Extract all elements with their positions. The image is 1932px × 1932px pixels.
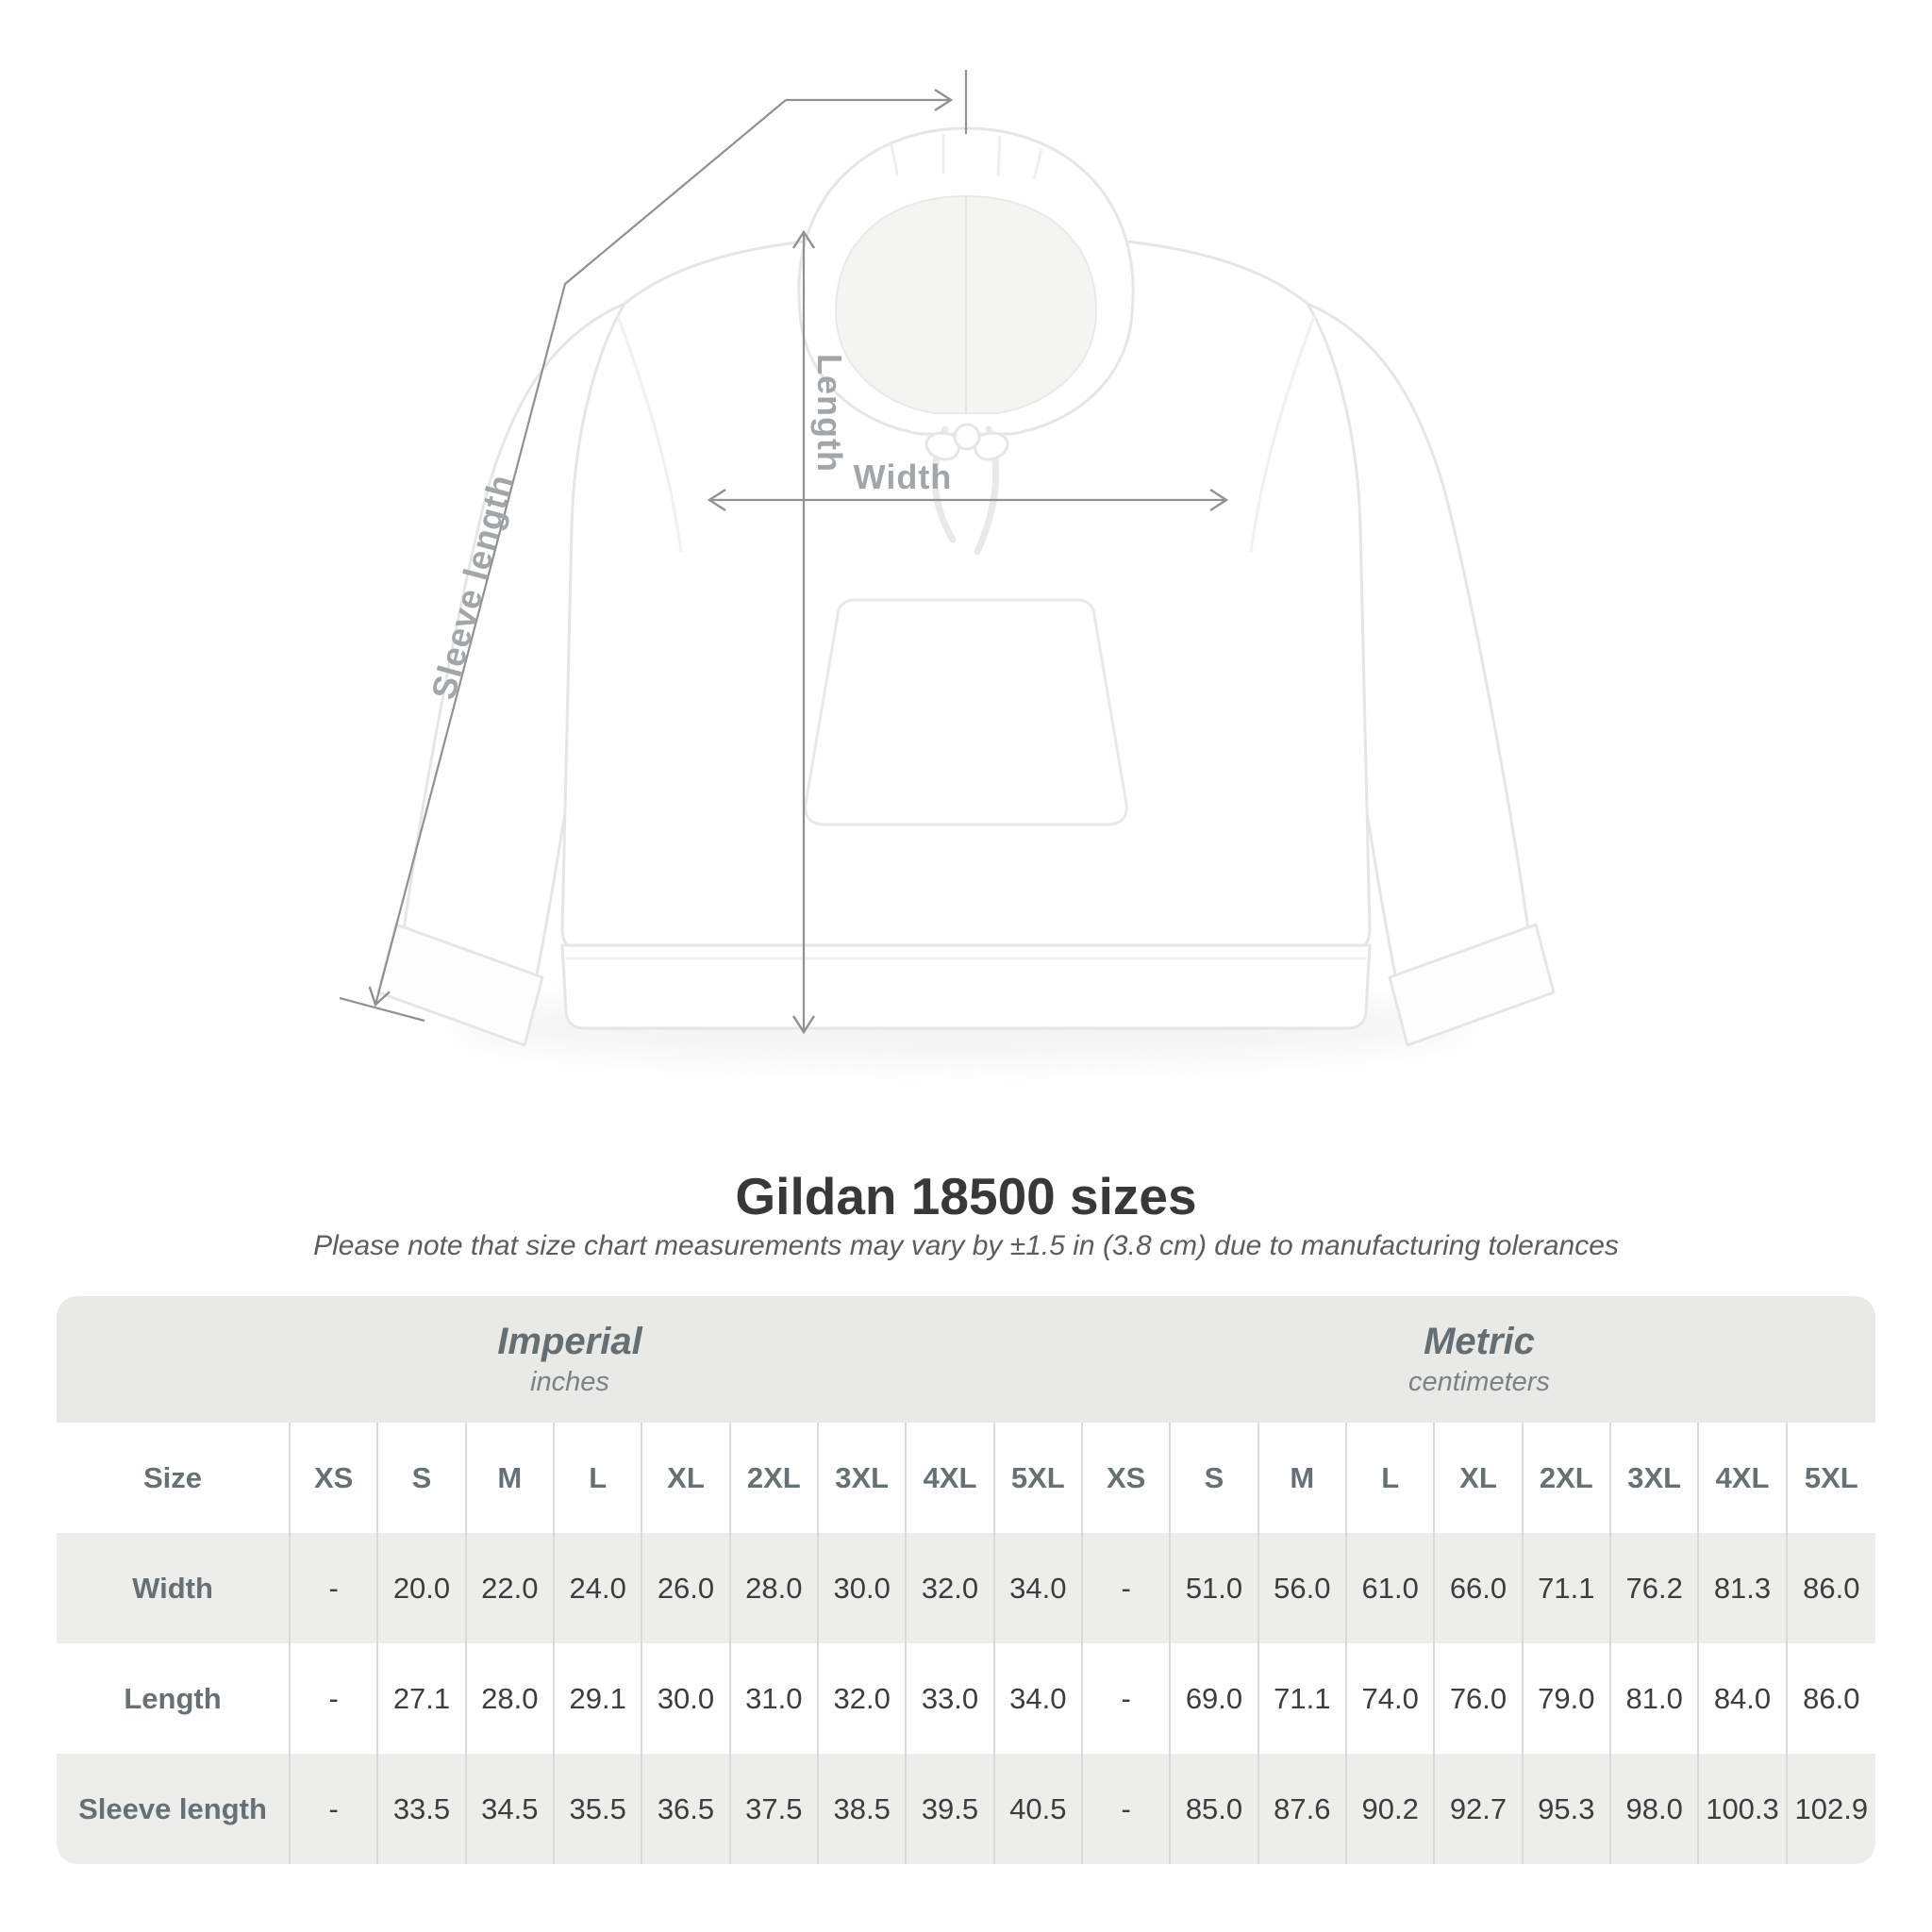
value-cell: - <box>291 1643 378 1754</box>
col-header-imperial-m: M <box>467 1423 555 1533</box>
metric-label: Metric <box>1424 1321 1535 1362</box>
col-header-metric-xl: XL <box>1435 1423 1523 1533</box>
value-cell: 38.5 <box>819 1754 907 1864</box>
value-cell: 56.0 <box>1259 1533 1347 1643</box>
value-cell: 31.0 <box>731 1643 819 1754</box>
col-header-imperial-3xl: 3XL <box>819 1423 907 1533</box>
value-cell: 79.0 <box>1524 1643 1611 1754</box>
value-cell: 27.1 <box>378 1643 466 1754</box>
size-table <box>57 1296 1875 1864</box>
col-header-imperial-5xl: 5XL <box>995 1423 1083 1533</box>
value-cell: 34.0 <box>995 1643 1083 1754</box>
value-cell: 92.7 <box>1435 1754 1523 1864</box>
value-cell: - <box>1083 1754 1171 1864</box>
row-label: Length <box>57 1643 291 1754</box>
metric-unit-sublabel: centimeters <box>1408 1367 1550 1397</box>
value-cell: 81.0 <box>1611 1643 1699 1754</box>
value-cell: 33.5 <box>378 1754 466 1864</box>
value-cell: 71.1 <box>1259 1643 1347 1754</box>
value-cell: 22.0 <box>467 1533 555 1643</box>
value-cell: 74.0 <box>1347 1643 1435 1754</box>
value-cell: 86.0 <box>1788 1533 1875 1643</box>
value-cell: 34.5 <box>467 1754 555 1864</box>
col-header-imperial-l: L <box>555 1423 642 1533</box>
col-header-metric-2xl: 2XL <box>1524 1423 1611 1533</box>
value-cell: 35.5 <box>555 1754 642 1864</box>
value-cell: 32.0 <box>819 1643 907 1754</box>
value-cell: - <box>1083 1643 1171 1754</box>
value-cell: 30.0 <box>819 1533 907 1643</box>
value-cell: 30.0 <box>642 1643 730 1754</box>
value-cell: 69.0 <box>1171 1643 1258 1754</box>
col-header-metric-xs: XS <box>1083 1423 1171 1533</box>
value-cell: 66.0 <box>1435 1533 1523 1643</box>
value-cell: 95.3 <box>1524 1754 1611 1864</box>
value-cell: 71.1 <box>1524 1533 1611 1643</box>
value-cell: 33.0 <box>907 1643 994 1754</box>
col-header-imperial-s: S <box>378 1423 466 1533</box>
col-header-imperial-xl: XL <box>642 1423 730 1533</box>
col-header-imperial-xs: XS <box>291 1423 378 1533</box>
col-header-metric-4xl: 4XL <box>1699 1423 1787 1533</box>
col-header-imperial-4xl: 4XL <box>907 1423 994 1533</box>
col-header-metric-l: L <box>1347 1423 1435 1533</box>
col-header-imperial-2xl: 2XL <box>731 1423 819 1533</box>
col-header-metric-3xl: 3XL <box>1611 1423 1699 1533</box>
value-cell: 39.5 <box>907 1754 994 1864</box>
value-cell: 87.6 <box>1259 1754 1347 1864</box>
value-cell: 76.0 <box>1435 1643 1523 1754</box>
value-cell: 37.5 <box>731 1754 819 1864</box>
col-header-size: Size <box>57 1423 291 1533</box>
value-cell: 36.5 <box>642 1754 730 1864</box>
value-cell: 76.2 <box>1611 1533 1699 1643</box>
value-cell: 28.0 <box>731 1533 819 1643</box>
bow-knot <box>955 425 979 449</box>
value-cell: 85.0 <box>1171 1754 1258 1864</box>
kangaroo-pocket <box>806 600 1127 824</box>
imperial-unit-sublabel: inches <box>530 1367 609 1397</box>
metric-unit-header <box>1083 1296 1875 1423</box>
value-cell: 40.5 <box>995 1754 1083 1864</box>
value-cell: - <box>291 1533 378 1643</box>
value-cell: 86.0 <box>1803 1681 1860 1715</box>
value-cell: 100.3 <box>1699 1754 1787 1864</box>
value-cell: 28.0 <box>467 1643 555 1754</box>
value-cell: 84.0 <box>1699 1643 1787 1754</box>
imperial-unit-header <box>57 1296 1083 1423</box>
value-cell: 51.0 <box>1171 1533 1258 1643</box>
page-title: Gildan 18500 sizes <box>735 1167 1197 1225</box>
unit-header-band <box>57 1296 1875 1423</box>
size-grid <box>57 1423 1875 1864</box>
value-cell: 98.0 <box>1611 1754 1699 1864</box>
col-header-metric-s: S <box>1171 1423 1258 1533</box>
value-cell: - <box>1083 1533 1171 1643</box>
imperial-label: Imperial <box>497 1321 642 1362</box>
row-label: Sleeve length <box>57 1754 291 1864</box>
value-cell: 24.0 <box>555 1533 642 1643</box>
value-cell: 81.3 <box>1699 1533 1787 1643</box>
col-header-metric-5xl: 5XL <box>1804 1460 1858 1494</box>
value-cell: 26.0 <box>642 1533 730 1643</box>
width-dimension-label: Width <box>853 458 953 496</box>
col-header-metric-m: M <box>1259 1423 1347 1533</box>
row-label: Width <box>57 1533 291 1643</box>
sleeve-length-dimension-label: Sleeve length <box>423 470 522 704</box>
value-cell: 61.0 <box>1347 1533 1435 1643</box>
length-dimension-label: Length <box>810 354 849 473</box>
tolerance-note: Please note that size chart measurements may vary by ±1.5 in (3.8 cm) due to manufacturing tolerances <box>313 1230 1619 1261</box>
value-cell: 20.0 <box>378 1533 466 1643</box>
hoodie <box>378 128 1554 1064</box>
value-cell: 90.2 <box>1347 1754 1435 1864</box>
value-cell: 34.0 <box>995 1533 1083 1643</box>
value-cell: 102.9 <box>1788 1754 1875 1864</box>
value-cell: 32.0 <box>907 1533 994 1643</box>
value-cell: - <box>291 1754 378 1864</box>
value-cell: 29.1 <box>555 1643 642 1754</box>
